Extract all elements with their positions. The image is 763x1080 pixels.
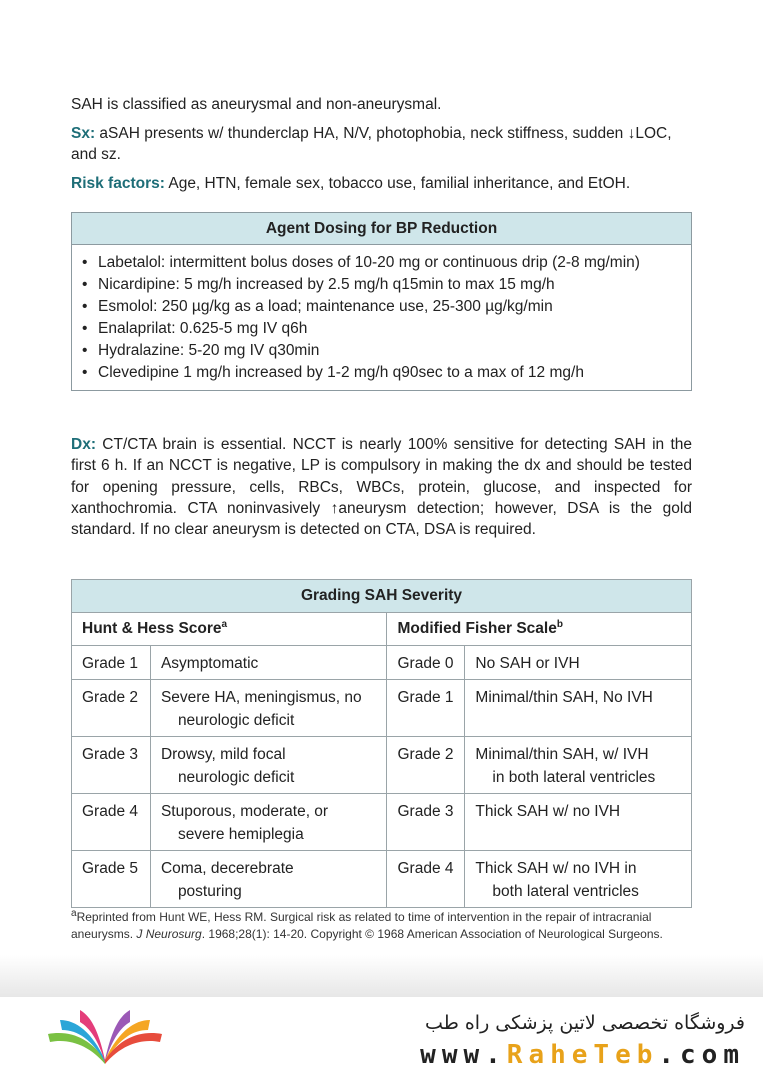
grading-table-title: Grading SAH Severity [72,580,692,613]
bullet-icon: • [82,342,88,359]
list-item: • Nicardipine: 5 mg/h increased by 2.5 mg/h q15min to max 15 mg/h [82,274,681,296]
page-shadow [0,955,763,997]
table-row [72,851,692,908]
table-row [72,794,692,851]
diagnosis-label: Dx: [71,436,96,453]
bullet-icon: • [82,276,88,293]
hh-description-cell: Stuporous, moderate, or severe hemiplegia [150,794,387,851]
risk-factors-text: Age, HTN, female sex, tobacco use, familial inheritance, and EtOH. [164,175,631,192]
journal-name: J Neurosurg [136,927,202,941]
list-item: • Hydralazine: 5-20 mg IV q30min [82,340,681,362]
list-item: • Labetalol: intermittent bolus doses of 10-20 mg or continuous drip (2-8 mg/min) [82,252,681,274]
list-item: • Clevedipine 1 mg/h increased by 1-2 mg/h q90sec to a max of 12 mg/h [82,362,681,384]
footnote: $^a$Reprinted from Hunt WE, Hess RM. Surgical risk as related to time of intervention in the repair of intracranial aneurysms. J Neurosurg. 1968;28(1): 14-20. Copyright © 1968 American Association of Neurological Surgeons. [71,908,663,941]
hh-description-cell: Coma, decerebrate posturing [150,851,387,908]
symptoms-text: aSAH presents w/ thunderclap HA, N/V, photophobia, neck stiffness, sudden ↓LOC, and sz. [71,125,672,163]
bullet-icon: • [82,298,88,315]
mf-grade-cell: Grade 3 [387,794,465,851]
open-book-logo-icon [40,1008,170,1068]
hh-description-cell: Asymptomatic [150,646,387,680]
mf-grade-cell: Grade 1 [387,680,465,737]
list-item: • Esmolol: 250 µg/kg as a load; maintenance use, 25-300 µg/kg/min [82,296,681,318]
bp-dosing-title: Agent Dosing for BP Reduction [72,213,691,245]
grading-table [71,579,692,908]
footnote-marker: a [221,618,228,630]
table-row [72,737,692,794]
modified-fisher-header: Modified Fisher Scale$^b$ [387,613,692,646]
bullet-icon: • [82,364,88,381]
table-row [72,680,692,737]
mf-grade-cell: Grade 4 [387,851,465,908]
text-section-top [71,94,692,194]
mf-description-cell: Thick SAH w/ no IVH in both lateral ventricles [465,851,692,908]
mf-description-cell: No SAH or IVH [465,646,692,680]
list-item: • Enalaprilat: 0.625-5 mg IV q6h [82,318,681,340]
mf-description-cell: Minimal/thin SAH, w/ IVH in both lateral ventricles [465,737,692,794]
hunt-hess-header: Hunt & Hess Score$^a$ [72,613,387,646]
diagnosis-text: CT/CTA brain is essential. NCCT is nearly 100% sensitive for detecting SAH in the first 6 h. If an NCCT is negative, LP is compulsory in making the dx and should be tested for opening pressure, cells, RBCs, WBCs, protein, glucose, and inspected for xanthochromia. CTA noninvasively ↑aneurysm detection; however, DSA is the gold standard. If no clear aneurysm is detected on CTA, DSA is required. [71,436,692,539]
hh-grade-cell: Grade 4 [72,794,151,851]
hh-description-cell: Severe HA, meningismus, no neurologic deficit [150,680,387,737]
diagnosis-paragraph [71,434,692,540]
store-url[interactable]: www.RaheTeb.com [420,1040,745,1070]
symptoms-label: Sx: [71,125,96,142]
hh-grade-cell: Grade 3 [72,737,151,794]
mf-description-cell: Thick SAH w/ no IVH [465,794,692,851]
intro-paragraph: SAH is classified as aneurysmal and non-aneurysmal. [71,96,442,113]
bp-dosing-box [71,212,692,391]
footnote-marker: b [556,618,563,630]
bullet-icon: • [82,254,88,271]
footnote-marker: a [71,908,77,919]
symptoms-paragraph [71,123,692,165]
bullet-icon: • [82,320,88,337]
risk-factors-label: Risk factors: [71,175,165,192]
hh-grade-cell: Grade 1 [72,646,151,680]
store-name-persian: فروشگاه تخصصی لاتین پزشکی راه طب [425,1012,745,1034]
mf-grade-cell: Grade 0 [387,646,465,680]
mf-grade-cell: Grade 2 [387,737,465,794]
mf-description-cell: Minimal/thin SAH, No IVH [465,680,692,737]
hh-description-cell: Drowsy, mild focal neurologic deficit [150,737,387,794]
table-row [72,646,692,680]
hh-grade-cell: Grade 5 [72,851,151,908]
bp-dosing-list [82,252,681,384]
risk-factors-paragraph [71,173,692,194]
hh-grade-cell: Grade 2 [72,680,151,737]
